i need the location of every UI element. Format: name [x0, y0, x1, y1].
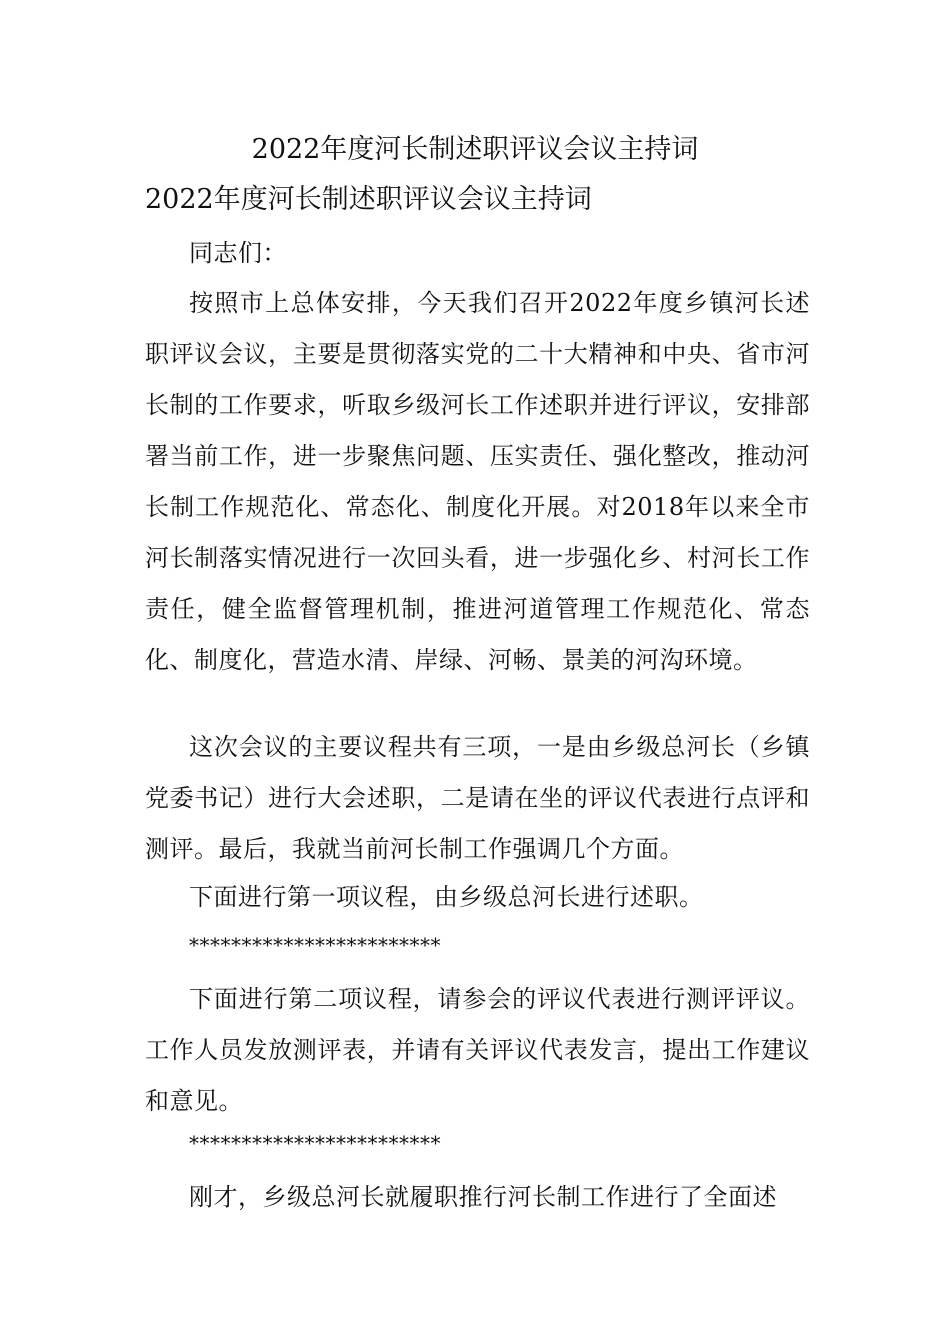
salutation: 同志们： — [189, 239, 287, 267]
separator-stars: ************************ — [189, 1131, 441, 1155]
paragraph-item-two: 下面进行第二项议程，请参会的评议代表进行测评评议。工作人员发放测评表，并请有关评议代表发言，提出工作建议和意见。 — [145, 985, 810, 1115]
paragraph-meeting-purpose: 按照市上总体安排，今天我们召开2022年度乡镇河长述职评议会议，主要是贯彻落实党的二十大精神和中央、省市河长制的工作要求，听取乡级河长工作述职并进行评议，安排部署当前工作，进一步聚焦问题、压实责任、强化整改，推动河长制工作规范化、常态化、制度化开展。对2018年以来全市河长制落实情况进行一次回头看，进一步强化乡、村河长工作责任，健全监督管理机制，推进河道管理工作规范化、常态化、制度化，营造水清、岸绿、河畅、景美的河沟环境。 — [145, 289, 810, 674]
paragraph-item-one: 下面进行第一项议程，由乡级总河长进行述职。 — [189, 883, 704, 911]
paragraph-agenda: 这次会议的主要议程共有三项，一是由乡级总河长（乡镇党委书记）进行大会述职，二是请在坐的评议代表进行点评和测评。最后，我就当前河长制工作强调几个方面。 — [145, 733, 810, 863]
document-title: 2022年度河长制述职评议会议主持词 — [251, 134, 699, 165]
separator-stars: ************************ — [189, 933, 441, 957]
paragraph-summary: 刚才，乡级总河长就履职推行河长制工作进行了全面述 — [189, 1183, 777, 1211]
document-subtitle: 2022年度河长制述职评议会议主持词 — [145, 184, 592, 215]
